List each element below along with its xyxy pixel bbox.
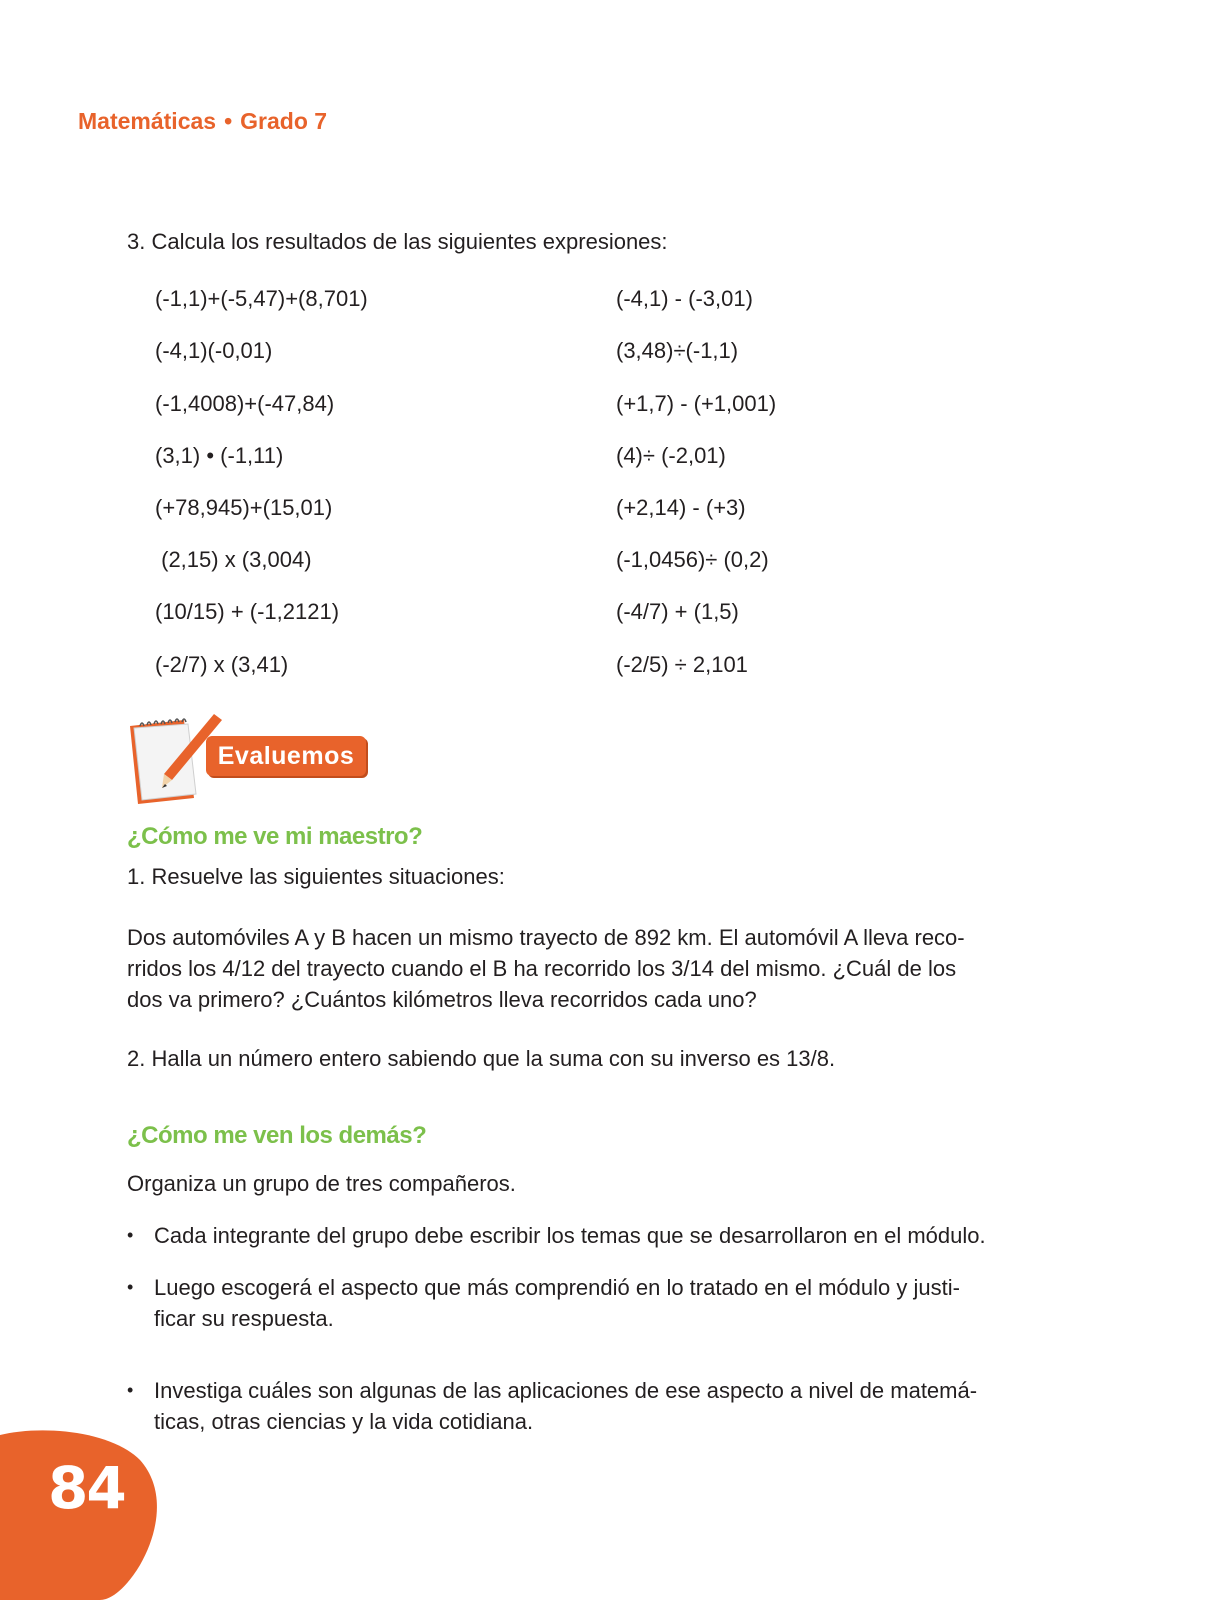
teacher-item-2: 2. Halla un número entero sabiendo que la suma con su inverso es 13/8.	[127, 1046, 836, 1071]
expression-left-5: (+78,945)+(15,01)	[155, 495, 333, 520]
bullet-3-line-2: ticas, otras ciencias y la vida cotidiana.	[154, 1409, 534, 1434]
teacher-item-1: 1. Resuelve las siguientes situaciones:	[127, 864, 505, 889]
header-subject: Matemáticas	[78, 108, 217, 134]
expression-left-4: (3,1) • (-1,11)	[155, 443, 284, 468]
page-number: 84	[48, 1454, 125, 1522]
problem-paragraph	[127, 922, 1027, 1015]
expression-right-7: (-4/7) + (1,5)	[616, 599, 739, 624]
problem-line-2: rridos los 4/12 del trayecto cuando el B ha recorrido los 3/14 del mismo. ¿Cuál de los	[127, 956, 957, 981]
expression-left-6: (2,15) x (3,004)	[155, 547, 312, 572]
teacher-section-heading: ¿Cómo me ve mi maestro?	[127, 823, 423, 850]
evaluemos-label: Evaluemos	[206, 736, 366, 776]
bullet-marker: •	[127, 1225, 134, 1245]
expression-left-1: (-1,1)+(-5,47)+(8,701)	[155, 286, 368, 311]
bullet-1-line-1: Cada integrante del grupo debe escribir los temas que se desarrollaron en el módulo.	[154, 1223, 986, 1248]
bullet-2-line-1: Luego escogerá el aspecto que más comprendió en lo tratado en el módulo y justi-	[154, 1275, 960, 1300]
expression-left-8: (-2/7) x (3,41)	[155, 652, 289, 677]
expression-right-4: (4)÷ (-2,01)	[616, 443, 726, 468]
expression-right-2: (3,48)÷(-1,1)	[616, 338, 739, 363]
expression-right-1: (-4,1) - (-3,01)	[616, 286, 753, 311]
bullet-3-line-1: Investiga cuáles son algunas de las aplicaciones de ese aspecto a nivel de matemá-	[154, 1378, 978, 1403]
others-intro: Organiza un grupo de tres compañeros.	[127, 1171, 516, 1196]
expression-left-7: (10/15) + (-1,2121)	[155, 599, 340, 624]
expression-right-8: (-2/5) ÷ 2,101	[616, 652, 748, 677]
evaluemos-banner	[122, 714, 372, 806]
others-section-heading: ¿Cómo me ven los demás?	[127, 1122, 427, 1149]
bullet-marker: •	[127, 1380, 134, 1400]
bullet-marker: •	[127, 1277, 134, 1297]
problem-line-1: Dos automóviles A y B hacen un mismo trayecto de 892 km. El automóvil A lleva reco-	[127, 925, 965, 950]
expression-right-3: (+1,7) - (+1,001)	[616, 391, 777, 416]
bullet-2-line-2: ficar su respuesta.	[154, 1306, 334, 1331]
expression-left-3: (-1,4008)+(-47,84)	[155, 391, 335, 416]
header-grade: Grado 7	[240, 108, 328, 134]
expression-left-2: (-4,1)(-0,01)	[155, 338, 273, 363]
problem-line-3: dos va primero? ¿Cuántos kilómetros lleva recorridos cada uno?	[127, 987, 757, 1012]
exercise-3-prompt: 3. Calcula los resultados de las siguientes expresiones:	[127, 229, 668, 254]
expression-right-6: (-1,0456)÷ (0,2)	[616, 547, 769, 572]
header-separator: •	[224, 108, 233, 134]
expression-right-5: (+2,14) - (+3)	[616, 495, 746, 520]
running-header	[78, 108, 327, 135]
